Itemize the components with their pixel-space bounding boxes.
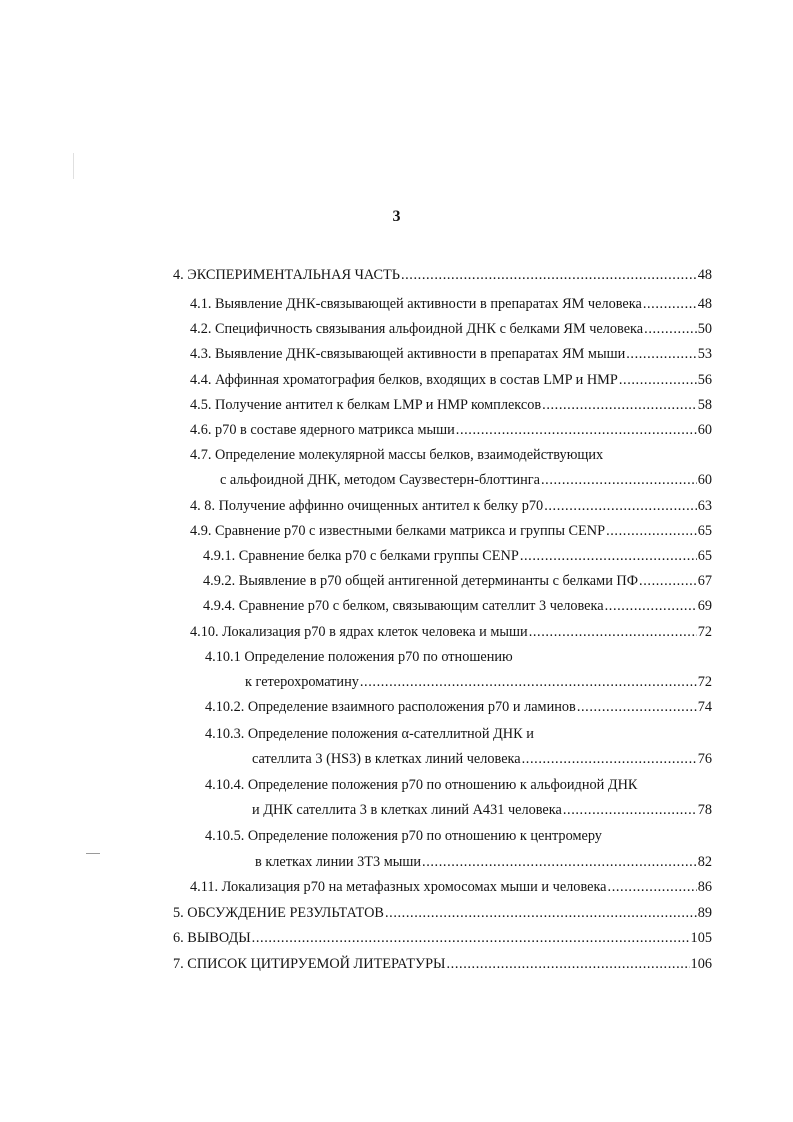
toc-label: к гетерохроматину bbox=[245, 674, 359, 690]
toc-page: 72 bbox=[697, 624, 712, 640]
dot-leader bbox=[544, 497, 697, 515]
dot-leader bbox=[522, 750, 697, 768]
toc-label: в клетках линии 3Т3 мыши bbox=[255, 854, 422, 870]
toc-label: 4.2. Специфичность связывания альфоидной ДНК с белками ЯМ человека bbox=[190, 321, 644, 337]
toc-label: 4.4. Аффинная хроматография белков, входящих в состав LMP и HMP bbox=[190, 372, 618, 388]
toc-label: с альфоидной ДНК, методом Саузвестерн-блоттинга bbox=[220, 472, 540, 488]
toc-entry-4-10-4[interactable] bbox=[252, 801, 712, 819]
toc-page: 53 bbox=[697, 346, 712, 362]
toc-entry-4-11[interactable] bbox=[190, 878, 712, 896]
dot-leader bbox=[577, 698, 697, 716]
toc-entry-4-4[interactable] bbox=[190, 371, 712, 389]
toc-label: 4.1. Выявление ДНК-связывающей активности в препаратах ЯМ человека bbox=[190, 296, 642, 312]
toc-label: 7. СПИСОК ЦИТИРУЕМОЙ ЛИТЕРАТУРЫ bbox=[173, 956, 446, 972]
toc-label: 6. ВЫВОДЫ bbox=[173, 930, 251, 946]
toc-label: 4.11. Локализация р70 на метафазных хромосомах мыши и человека bbox=[190, 879, 607, 895]
toc-label: 4. 8. Получение аффинно очищенных антител к белку р70 bbox=[190, 498, 544, 514]
toc-entry-4-3[interactable] bbox=[190, 345, 712, 363]
dot-leader bbox=[360, 673, 697, 691]
toc-label: 4.10.2. Определение взаимного расположения р70 и ламинов bbox=[205, 699, 576, 715]
toc-entry-6[interactable] bbox=[173, 929, 712, 947]
dot-leader bbox=[639, 572, 697, 590]
toc-entry-4-6[interactable] bbox=[190, 421, 712, 439]
toc-entry-4-9-4[interactable] bbox=[203, 597, 712, 615]
toc-entry-4-9-1[interactable] bbox=[203, 547, 712, 565]
toc-entry-4-10-1[interactable] bbox=[245, 673, 712, 691]
toc-label: 4.9. Сравнение р70 с известными белками матрикса и группы CENP bbox=[190, 523, 606, 539]
dot-leader bbox=[520, 547, 697, 565]
toc-entry-7[interactable] bbox=[173, 955, 712, 973]
toc-label: 4.9.4. Сравнение р70 с белком, связывающим сателлит 3 человека bbox=[203, 598, 604, 614]
toc-page: 105 bbox=[690, 930, 712, 946]
dot-leader bbox=[563, 801, 697, 819]
dot-leader bbox=[385, 904, 697, 922]
toc-label: 4.5. Получение антител к белкам LMP и HMP комплексов bbox=[190, 397, 542, 413]
toc-page: 82 bbox=[697, 854, 712, 870]
toc-label: 4.3. Выявление ДНК-связывающей активности в препаратах ЯМ мыши bbox=[190, 346, 626, 362]
toc-entry-4-9[interactable] bbox=[190, 522, 712, 540]
toc-page: 58 bbox=[697, 397, 712, 413]
toc-entry-4-1[interactable] bbox=[190, 295, 712, 313]
toc-page: 74 bbox=[697, 699, 712, 715]
toc-entry-4-10-3[interactable] bbox=[252, 750, 712, 768]
scan-mark bbox=[86, 853, 100, 854]
toc-entry-4-7[interactable] bbox=[220, 471, 712, 489]
toc-page: 56 bbox=[697, 372, 712, 388]
toc-page: 48 bbox=[697, 296, 712, 312]
toc-page: 48 bbox=[697, 267, 712, 283]
toc-entry-4-10-3-line-1[interactable]: 4.10.3. Определение положения α-сателлитной ДНК и bbox=[205, 726, 534, 742]
toc-page: 76 bbox=[697, 751, 712, 767]
dot-leader bbox=[619, 371, 697, 389]
toc-page: 50 bbox=[697, 321, 712, 337]
dot-leader bbox=[252, 929, 690, 947]
toc-page: 106 bbox=[690, 956, 712, 972]
toc-label: 5. ОБСУЖДЕНИЕ РЕЗУЛЬТАТОВ bbox=[173, 905, 384, 921]
toc-label: 4. ЭКСПЕРИМЕНТАЛЬНАЯ ЧАСТЬ bbox=[173, 267, 400, 283]
dot-leader bbox=[456, 421, 697, 439]
dot-leader bbox=[447, 955, 690, 973]
toc-entry-4-10[interactable] bbox=[190, 623, 712, 641]
toc-entry-4-9-2[interactable] bbox=[203, 572, 712, 590]
dot-leader bbox=[643, 295, 697, 313]
toc-page: 89 bbox=[697, 905, 712, 921]
dot-leader bbox=[605, 597, 697, 615]
toc-page: 65 bbox=[697, 523, 712, 539]
toc-page: 86 bbox=[697, 879, 712, 895]
toc-label: 4.6. р70 в составе ядерного матрикса мыши bbox=[190, 422, 455, 438]
toc-entry-4-7-line-1[interactable]: 4.7. Определение молекулярной массы белков, взаимодействующих bbox=[190, 447, 604, 463]
toc-entry-4-10-5-line-1[interactable]: 4.10.5. Определение положения р70 по отношению к центромеру bbox=[205, 828, 602, 844]
toc-page: 65 bbox=[697, 548, 712, 564]
toc-page: 67 bbox=[697, 573, 712, 589]
toc-label: 4.10. Локализация р70 в ядрах клеток человека и мыши bbox=[190, 624, 528, 640]
toc-page: 69 bbox=[697, 598, 712, 614]
toc-page: 60 bbox=[697, 422, 712, 438]
toc-label: и ДНК сателлита 3 в клетках линий А431 человека bbox=[252, 802, 562, 818]
toc-page: 60 bbox=[697, 472, 712, 488]
toc-entry-4-5[interactable] bbox=[190, 396, 712, 414]
toc-label: 4.9.2. Выявление в р70 общей антигенной детерминанты с белками ПФ bbox=[203, 573, 639, 589]
toc-entry-4-10-4-line-1[interactable]: 4.10.4. Определение положения р70 по отношению к альфоидной ДНК bbox=[205, 777, 638, 793]
dot-leader bbox=[644, 320, 697, 338]
dot-leader bbox=[401, 266, 697, 284]
page-number: 3 bbox=[392, 208, 401, 225]
dot-leader bbox=[541, 471, 697, 489]
toc-entry-4-8[interactable] bbox=[190, 497, 712, 515]
toc-page: 63 bbox=[697, 498, 712, 514]
toc-entry-4-10-2[interactable] bbox=[205, 698, 712, 716]
toc-entry-4-2[interactable] bbox=[190, 320, 712, 338]
toc-entry-4-10-1-line-1[interactable]: 4.10.1 Определение положения р70 по отношению bbox=[205, 649, 513, 665]
toc-entry-4-10-5[interactable] bbox=[255, 853, 712, 871]
dot-leader bbox=[626, 345, 696, 363]
dot-leader bbox=[606, 522, 697, 540]
toc-label: сателлита 3 (HS3) в клетках линий человека bbox=[252, 751, 521, 767]
toc-page: 78 bbox=[697, 802, 712, 818]
toc-label: 4.9.1. Сравнение белка р70 с белками группы CENP bbox=[203, 548, 519, 564]
dot-leader bbox=[529, 623, 697, 641]
toc-entry-4[interactable] bbox=[173, 266, 712, 284]
dot-leader bbox=[608, 878, 697, 896]
dot-leader bbox=[422, 853, 697, 871]
scan-mark bbox=[73, 153, 74, 179]
toc-page: 72 bbox=[697, 674, 712, 690]
toc-entry-5[interactable] bbox=[173, 904, 712, 922]
dot-leader bbox=[542, 396, 697, 414]
